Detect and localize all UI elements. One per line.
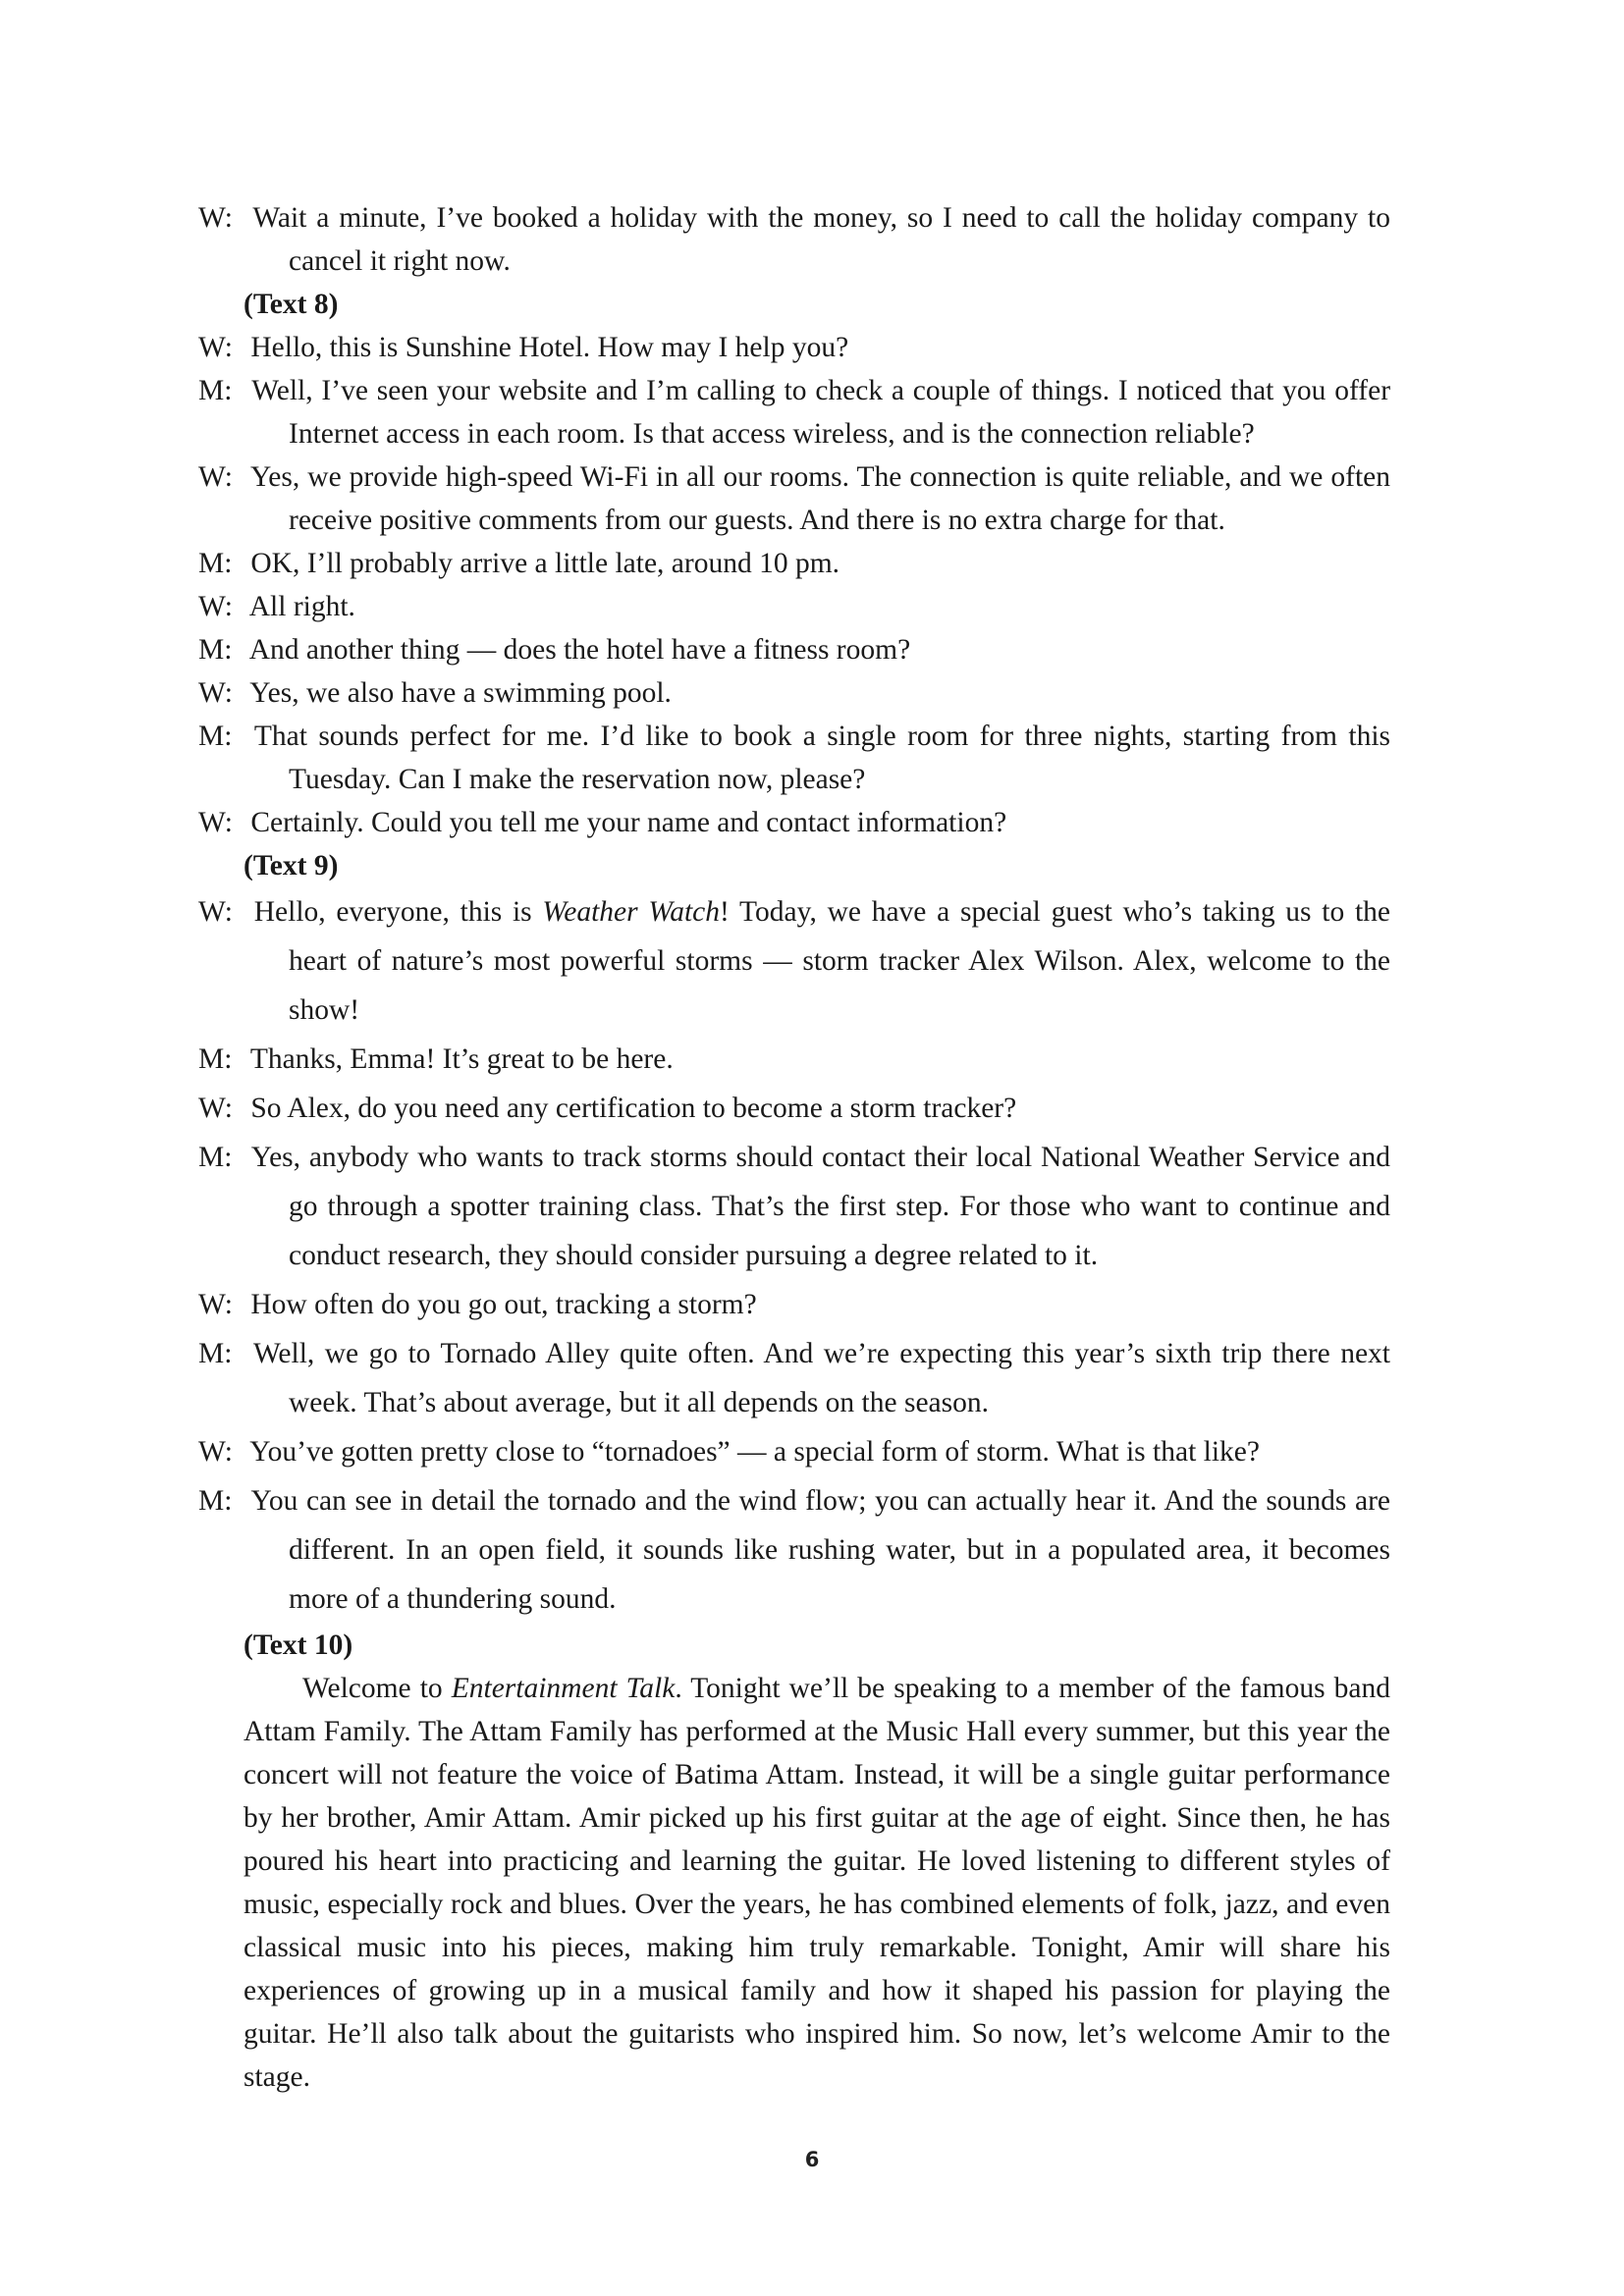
dialogue-text: All right. (248, 591, 355, 622)
dialogue-line: M: Thanks, Emma! It’s great to be here. (198, 1043, 674, 1075)
dialogue-text: You can see in detail the tornado and the wind flow; you can actually hear it. And the sounds are different. In an open field, it sounds like rushing water, but in a populated area, it becomes more of a thundering sound. (250, 1485, 1390, 1615)
dialogue-line: W: You’ve gotten pretty close to “tornadoes” — a special form of storm. What is that like? (198, 1436, 1260, 1468)
dialogue-text: You’ve gotten pretty close to “tornadoes” — a special form of storm. What is that like? (249, 1436, 1260, 1468)
dialogue-text: Certainly. Could you tell me your name and contact information? (250, 807, 1007, 838)
dialogue-text: So Alex, do you need any certification to become a storm tracker? (250, 1093, 1017, 1124)
dialogue-text: Yes, anybody who wants to track storms should contact their local National Weather Service and go through a spotter training class. That’s the first step. For those who want to continue and conduct research, they should consider pursuing a degree related to it. (250, 1142, 1391, 1271)
show-title: Entertainment Talk (451, 1673, 676, 1704)
transcript-page (198, 196, 1391, 2099)
dialogue-text: Well, I’ve seen your website and I’m calling to check a couple of things. I noticed that you offer Internet access in each room. Is that access wireless, and is the connection reliable? (251, 375, 1391, 450)
dialogue-text: Yes, we also have a swimming pool. (249, 677, 672, 709)
dialogue-text: Well, we go to Tornado Alley quite often. And we’re expecting this year’s sixth trip there next week. That’s about average, but it all depends on the season. (252, 1338, 1390, 1418)
dialogue-line: W: Hello, everyone, this is Weather Watch! Today, we have a special guest who’s taking us to the heart of nature’s most powerful storms — storm tracker Alex Wilson. Alex, welcome to the show! (198, 896, 1390, 1026)
dialogue-text: And another thing — does the hotel have a fitness room? (248, 634, 911, 666)
dialogue-line: W: All right. (198, 591, 355, 622)
dialogue-text-part: Hello, everyone, this is (253, 896, 543, 928)
dialogue-line: M: Well, I’ve seen your website and I’m calling to check a couple of things. I noticed that you offer Internet access in each room. Is that access wireless, and is the connection reliable? (198, 375, 1391, 450)
dialogue-line: W: Wait a minute, I’ve booked a holiday with the money, so I need to call the holiday company to cancel it right now. (198, 202, 1390, 277)
dialogue-line: M: And another thing — does the hotel have a fitness room? (198, 634, 911, 666)
page-number: 6 (804, 2148, 820, 2171)
dialogue-line: M: OK, I’ll probably arrive a little late, around 10 pm. (198, 548, 840, 579)
dialogue-line: W: Yes, we also have a swimming pool. (198, 677, 672, 709)
section-heading-text-10: (Text 10) (244, 1629, 353, 1661)
paragraph-text-part: Welcome to (302, 1673, 452, 1704)
dialogue-text: OK, I’ll probably arrive a little late, around 10 pm. (250, 548, 840, 579)
dialogue-text: Wait a minute, I’ve booked a holiday with the money, so I need to call the holiday company to cancel it right now. (252, 202, 1390, 277)
dialogue-line: W: Hello, this is Sunshine Hotel. How may I help you? (198, 332, 849, 363)
dialogue-text: How often do you go out, tracking a storm? (250, 1289, 757, 1320)
dialogue-line: W: Yes, we provide high-speed Wi-Fi in all our rooms. The connection is quite reliable, and we often receive positive comments from our guests. And there is no extra charge for that. (198, 461, 1391, 536)
dialogue-line: W: How often do you go out, tracking a storm? (198, 1289, 757, 1320)
dialogue-text: Thanks, Emma! It’s great to be here. (249, 1043, 674, 1075)
dialogue-text (254, 896, 1390, 1026)
monologue-paragraph (244, 1667, 1390, 2099)
dialogue-line: W: So Alex, do you need any certification to become a storm tracker? (198, 1093, 1017, 1124)
dialogue-text-part: ! Today, we have a special guest who’s taking us to the heart of nature’s most powerful storms — storm tracker Alex Wilson. Alex, welcome to the show! (289, 896, 1390, 1026)
paragraph-text-part: . Tonight we’ll be speaking to a member of the famous band Attam Family. The Attam Family has performed at the Music Hall every summer, but this year the concert will not feature the voice of Batima Attam. Instead, it will be a single guitar performance by her brother, Amir Attam. Amir picked up his first guitar at the age of eight. Since then, he has poured his heart into practicing and learning the guitar. He loved listening to different styles of music, especially rock and blues. Over the years, he has combined elements of folk, jazz, and even classical music into his pieces, making him truly remarkable. Tonight, Amir will share his experiences of growing up in a musical family and how it shaped his passion for playing the guitar. He’ll also talk about the guitarists who inspired him. So now, let’s welcome Amir to the stage. (244, 1673, 1390, 2093)
dialogue-text: That sounds perfect for me. I’d like to book a single room for three nights, starting from this Tuesday. Can I make the reservation now, please? (253, 721, 1391, 795)
dialogue-line: M: Yes, anybody who wants to track storms should contact their local National Weather Service and go through a spotter training class. That’s the first step. For those who want to continue and conduct research, they should consider pursuing a degree related to it. (198, 1142, 1391, 1271)
section-heading-text-9: (Text 9) (244, 850, 339, 881)
dialogue-line: M: Well, we go to Tornado Alley quite often. And we’re expecting this year’s sixth trip there next week. That’s about average, but it all depends on the season. (198, 1338, 1390, 1418)
dialogue-text: Hello, this is Sunshine Hotel. How may I help you? (250, 332, 849, 363)
dialogue-line: M: You can see in detail the tornado and the wind flow; you can actually hear it. And the sounds are different. In an open field, it sounds like rushing water, but in a populated area, it becomes more of a thundering sound. (198, 1485, 1390, 1615)
dialogue-line: M: That sounds perfect for me. I’d like to book a single room for three nights, starting from this Tuesday. Can I make the reservation now, please? (198, 721, 1391, 795)
show-title: Weather Watch (542, 896, 721, 928)
section-heading-text-8: (Text 8) (244, 289, 339, 320)
dialogue-text: Yes, we provide high-speed Wi-Fi in all our rooms. The connection is quite reliable, and we often receive positive comments from our guests. And there is no extra charge for that. (249, 461, 1391, 536)
dialogue-line: W: Certainly. Could you tell me your name and contact information? (198, 807, 1007, 838)
